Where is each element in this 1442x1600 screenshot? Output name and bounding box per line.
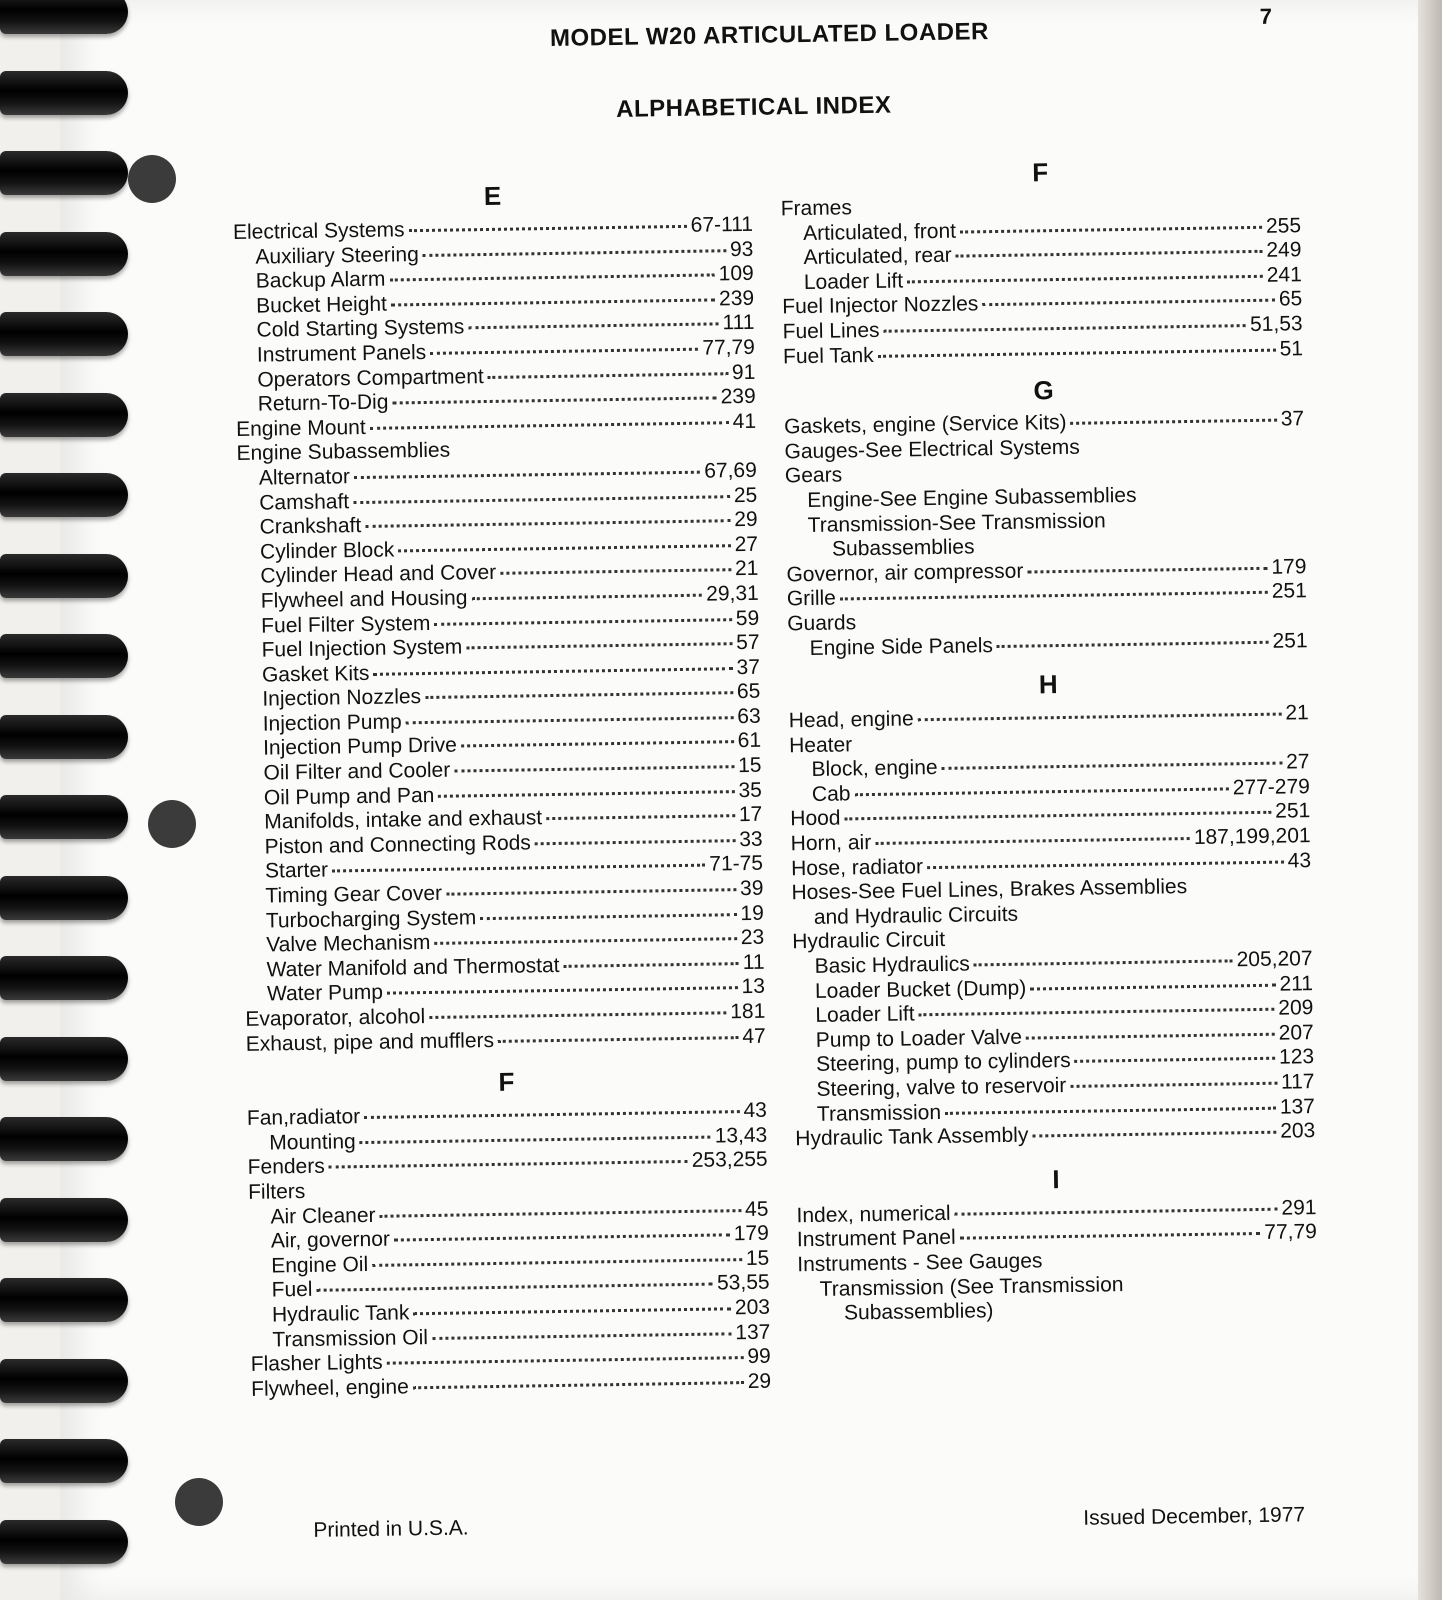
dot-leader (438, 790, 734, 798)
entry-label: Instruments - See Gauges (797, 1249, 1043, 1277)
entry-page-ref: 11 (742, 950, 765, 974)
entry-page-ref: 205,207 (1236, 947, 1313, 972)
entry-label: Loader Lift (815, 1002, 915, 1028)
dot-leader (1070, 1082, 1277, 1088)
entry-page-ref: 13,43 (714, 1123, 768, 1148)
entry-label: Air Cleaner (270, 1203, 376, 1229)
index-section (788, 665, 1315, 1152)
entry-page-ref: 47 (742, 1024, 766, 1048)
dot-leader (413, 1307, 731, 1315)
entry-page-ref: 27 (1285, 750, 1310, 774)
entry-page-ref: 45 (744, 1197, 769, 1221)
binding-coil (0, 1037, 128, 1081)
entry-page-ref: 77,79 (1264, 1220, 1318, 1245)
entry-page-ref: 117 (1280, 1070, 1315, 1094)
entry-label: Oil Pump and Pan (263, 783, 435, 810)
entry-label: Electrical Systems (232, 218, 405, 244)
entry-label: Bucket Height (255, 292, 388, 318)
entry-page-ref: 249 (1266, 238, 1302, 262)
entry-label: Index, numerical (796, 1201, 951, 1228)
entry-label: Cylinder Block (259, 538, 395, 564)
dot-leader (398, 544, 730, 552)
entry-label: Injection Pump (262, 710, 402, 736)
binding-coil (0, 312, 128, 356)
dot-leader (353, 495, 730, 504)
entry-label: Fuel (271, 1278, 313, 1302)
entry-page-ref: 181 (730, 999, 766, 1024)
dot-leader (429, 1011, 726, 1019)
dot-leader (840, 591, 1268, 601)
binding-coil (0, 634, 128, 678)
dot-leader (434, 937, 736, 945)
dot-leader (364, 1110, 739, 1119)
entry-page-ref: 25 (733, 483, 758, 507)
dot-leader (945, 1106, 1276, 1114)
entry-label: Engine Oil (271, 1252, 369, 1278)
entry-label: Gaskets, engine (Service Kits) (783, 411, 1067, 439)
entry-label: Grille (786, 586, 837, 611)
entry-page-ref: 29,31 (706, 581, 759, 606)
punch-hole-middle (148, 800, 196, 848)
entry-page-ref: 93 (729, 237, 754, 261)
entry-page-ref: 251 (1271, 579, 1307, 604)
dot-leader (387, 1356, 744, 1365)
entry-label: Cylinder Head and Cover (260, 561, 497, 588)
entry-label: Piston and Connecting Rods (264, 831, 531, 859)
entry-label: Horn, air (790, 831, 872, 856)
dot-leader (434, 618, 731, 626)
entry-label: Frames (780, 196, 853, 221)
dot-leader (387, 987, 738, 996)
dot-leader (372, 1258, 742, 1267)
punch-hole-bottom (175, 1478, 223, 1526)
binding-coil (0, 1117, 128, 1161)
entry-label: Flywheel, engine (251, 1375, 409, 1401)
dot-leader (1027, 566, 1267, 573)
entry-label: Heater (788, 733, 853, 757)
entry-page-ref: 211 (1279, 971, 1314, 996)
index-section (783, 371, 1307, 661)
binding-coil (0, 0, 128, 34)
entry-page-ref: 241 (1266, 262, 1302, 287)
dot-leader (982, 299, 1275, 307)
dot-leader (498, 1036, 738, 1043)
dot-leader (878, 348, 1276, 357)
entry-page-ref: 53,55 (716, 1271, 770, 1295)
entry-page-ref: 203 (734, 1295, 771, 1320)
entry-page-ref: 91 (731, 360, 756, 384)
dot-leader (956, 250, 1263, 258)
entry-page-ref: 15 (737, 753, 762, 778)
binding-coil (0, 956, 128, 1000)
entry-label: Camshaft (259, 489, 350, 515)
entry-label: Transmission-See Transmission (807, 508, 1106, 537)
entry-page-ref: 71-75 (709, 852, 764, 877)
entry-page-ref: 43 (1287, 848, 1312, 873)
entry-label: and Hydraulic Circuits (813, 902, 1019, 929)
entry-page-ref: 21 (734, 557, 759, 581)
entry-label: Hydraulic Tank (271, 1301, 410, 1327)
entry-page-ref: 77,79 (702, 335, 756, 360)
index-section (780, 153, 1303, 369)
entry-page-ref: 21 (1285, 701, 1309, 725)
entry-page-ref: 39 (739, 876, 764, 901)
dot-leader (466, 642, 732, 649)
dot-leader (454, 765, 734, 772)
section-letter: F (1031, 157, 1049, 188)
entry-label: Engine Subassemblies (236, 438, 451, 466)
dot-leader (392, 397, 716, 405)
entry-page-ref: 137 (735, 1320, 771, 1344)
dot-leader (875, 837, 1190, 845)
entry-label: Injection Nozzles (262, 685, 422, 711)
binding-coil (0, 1520, 128, 1564)
entry-label: Gears (784, 463, 843, 488)
binding-coil (0, 876, 128, 920)
entry-label: Engine-See Engine Subassemblies (807, 483, 1137, 512)
entry-label: Fuel Injection System (261, 635, 463, 662)
binding-coil (0, 1359, 128, 1403)
entry-page-ref: 99 (747, 1344, 771, 1369)
entry-page-ref: 179 (1271, 554, 1307, 579)
entry-label: Hydraulic Circuit (792, 928, 946, 954)
page-subtitle: ALPHABETICAL INDEX (615, 91, 892, 123)
entry-label: Gasket Kits (261, 661, 370, 687)
entry-page-ref: 29 (747, 1369, 772, 1393)
entry-label: Instrument Panels (256, 340, 427, 367)
dot-leader (918, 713, 1282, 722)
entry-label: Governor, air compressor (786, 559, 1024, 587)
entry-label: Block, engine (811, 756, 938, 782)
entry-page-ref: 17 (738, 802, 763, 827)
entry-page-ref: 63 (737, 704, 761, 728)
entry-page-ref: 37 (1280, 407, 1305, 431)
entry-label: Loader Bucket (Dump) (814, 976, 1027, 1003)
entry-page-ref: 137 (1279, 1094, 1316, 1119)
entry-label: Fuel Lines (782, 318, 880, 344)
dot-leader (1026, 1033, 1275, 1040)
dot-leader (942, 762, 1283, 770)
dot-leader (406, 716, 734, 724)
entry-page-ref: 23 (740, 925, 765, 950)
entry-label: Steering, valve to reservoir (816, 1073, 1067, 1101)
entry-label: Auxiliary Steering (255, 242, 419, 269)
dot-leader (380, 1209, 742, 1218)
dot-leader (919, 1008, 1275, 1017)
dot-leader (974, 959, 1233, 966)
entry-label: Basic Hydraulics (814, 952, 971, 978)
entry-label: Air, governor (270, 1227, 391, 1253)
dot-leader (413, 1381, 744, 1389)
entry-label: Head, engine (788, 707, 914, 733)
index-column-left (232, 177, 771, 1402)
entry-page-ref: 253,255 (691, 1148, 768, 1173)
entry-page-ref: 41 (732, 409, 757, 433)
entry-label: Starter (264, 859, 329, 883)
dot-leader (927, 860, 1284, 869)
index-page-content (230, 3, 1414, 1580)
entry-page-ref: 123 (1278, 1045, 1315, 1070)
binding-coil (0, 232, 128, 276)
section-letter: I (1052, 1163, 1060, 1195)
entry-page-ref: 277-279 (1232, 775, 1311, 800)
entry-label: Subassemblies (831, 535, 975, 561)
dot-leader (430, 348, 698, 355)
entry-page-ref: 13 (741, 975, 766, 999)
entry-label: Water Pump (266, 981, 384, 1006)
dot-leader (468, 323, 718, 330)
dot-leader (432, 1332, 731, 1340)
binding-coil (0, 473, 128, 517)
entry-page-ref: 291 (1281, 1195, 1317, 1220)
entry-label: Guards (787, 611, 857, 636)
dot-leader (389, 274, 714, 282)
dot-leader (446, 888, 736, 896)
binding-coil (0, 795, 128, 839)
dot-leader (354, 471, 700, 479)
dot-leader (564, 962, 739, 968)
dot-leader (960, 225, 1262, 233)
entry-label: Mounting (269, 1129, 356, 1155)
entry-label: Operators Compartment (257, 364, 484, 392)
page-number: 7 (1259, 3, 1273, 29)
entry-label: Return-To-Dig (257, 390, 389, 416)
dot-leader (360, 1135, 711, 1144)
dot-leader (425, 691, 733, 699)
index-section (232, 177, 766, 1057)
entry-label: Hoses-See Fuel Lines, Brakes Assemblies (791, 875, 1188, 905)
printed-note: Printed in U.S.A. (313, 1516, 469, 1542)
entry-label: Engine Mount (235, 415, 366, 441)
entry-page-ref: 187,199,201 (1193, 824, 1311, 850)
dot-leader (488, 372, 728, 379)
entry-label: Instrument Panel (796, 1226, 956, 1252)
dot-leader (373, 667, 732, 676)
entry-label: Alternator (258, 465, 351, 490)
entry-label: Fuel Injector Nozzles (782, 292, 979, 319)
entry-page-ref: 51 (1279, 336, 1304, 361)
binding-coil (0, 151, 128, 195)
entry-label: Injection Pump Drive (262, 733, 458, 761)
entry-label: Fenders (247, 1155, 325, 1180)
dot-leader (461, 741, 734, 748)
entry-page-ref: 29 (734, 507, 758, 532)
dot-leader (365, 519, 730, 528)
binding-coil (0, 1198, 128, 1242)
entry-page-ref: 179 (733, 1221, 769, 1246)
entry-page-ref: 37 (736, 655, 761, 679)
entry-label: Valve Mechanism (266, 931, 431, 957)
dot-leader (955, 1207, 1278, 1215)
entry-page-ref: 61 (737, 729, 762, 753)
binding-coil (0, 71, 128, 115)
entry-label: Backup Alarm (255, 267, 386, 293)
dot-leader (854, 787, 1228, 796)
section-letter: H (1038, 669, 1058, 700)
entry-label: Cold Starting Systems (256, 315, 465, 342)
dot-leader (480, 913, 736, 920)
dot-leader (960, 1232, 1261, 1240)
entry-label: Exhaust, pipe and mufflers (245, 1028, 495, 1056)
section-letter: F (498, 1066, 515, 1098)
entry-label: Transmission (See Transmission (819, 1272, 1124, 1301)
entry-page-ref: 57 (735, 630, 760, 655)
entry-page-ref: 209 (1278, 996, 1314, 1020)
index-section (246, 1063, 771, 1402)
entry-page-ref: 207 (1278, 1020, 1314, 1045)
entry-page-ref: 51,53 (1249, 312, 1303, 336)
entry-page-ref: 33 (739, 827, 763, 851)
entry-page-ref: 65 (736, 680, 761, 704)
dot-leader (1032, 1131, 1276, 1138)
dot-leader (1075, 1057, 1276, 1063)
entry-label: Timing Gear Cover (265, 881, 443, 908)
entry-label: Transmission Oil (272, 1325, 429, 1352)
dot-leader (471, 594, 702, 601)
entry-label: Fan,radiator (246, 1105, 361, 1131)
section-letter: G (1033, 375, 1054, 406)
binding-coil (0, 554, 128, 598)
entry-page-ref: 111 (722, 311, 755, 335)
entry-label: Turbocharging System (265, 905, 477, 933)
dot-leader (907, 275, 1263, 284)
entry-label: Filters (247, 1179, 306, 1204)
entry-label: Water Manifold and Thermostat (266, 953, 560, 982)
binding-coil (0, 1439, 128, 1483)
dot-leader (1071, 419, 1277, 425)
entry-page-ref: 67,69 (704, 458, 758, 483)
entry-label: Articulated, rear (803, 243, 952, 270)
entry-page-ref: 109 (718, 261, 754, 286)
dot-leader (409, 225, 687, 232)
entry-label: Evaporator, alcohol (245, 1005, 426, 1031)
dot-leader (535, 839, 735, 845)
dot-leader (546, 814, 735, 820)
dot-leader (844, 811, 1271, 821)
entry-page-ref: 59 (735, 606, 760, 630)
page-title: MODEL W20 ARTICULATED LOADER (549, 18, 990, 52)
dot-leader (394, 1233, 730, 1241)
binding-coil (0, 715, 128, 759)
dot-leader (884, 324, 1247, 333)
entry-page-ref: 251 (1272, 628, 1308, 653)
entry-label: Fuel Tank (782, 343, 874, 368)
dot-leader (370, 421, 729, 430)
entry-page-ref: 15 (745, 1246, 770, 1270)
entry-label: Hydraulic Tank Assembly (795, 1123, 1029, 1151)
binding-coil (0, 393, 128, 437)
entry-page-ref: 239 (718, 286, 755, 311)
entry-label: Flywheel and Housing (260, 586, 468, 613)
entry-label: Articulated, front (802, 219, 957, 245)
entry-page-ref: 239 (720, 384, 756, 409)
entry-label: Crankshaft (259, 514, 362, 539)
page-stack-edge (1418, 0, 1442, 1600)
entry-label: Manifolds, intake and exhaust (264, 806, 543, 834)
entry-page-ref: 35 (738, 778, 763, 802)
entry-label: Flasher Lights (250, 1350, 383, 1376)
dot-leader (329, 1160, 688, 1169)
punch-hole-top (128, 155, 176, 203)
entry-label: Pump to Loader Valve (815, 1025, 1023, 1052)
entry-page-ref: 27 (734, 532, 759, 556)
entry-label: Oil Filter and Cooler (263, 758, 451, 785)
entry-label: Loader Lift (803, 269, 904, 294)
dot-leader (316, 1283, 713, 1292)
section-letter: E (483, 180, 502, 212)
entry-page-ref: 65 (1278, 287, 1303, 311)
entry-label: Steering, pump to cylinders (815, 1049, 1071, 1077)
entry-label: Gauges-See Electrical Systems (784, 435, 1080, 464)
dot-leader (391, 298, 715, 306)
entry-page-ref: 251 (1275, 799, 1311, 824)
entry-page-ref: 19 (740, 901, 764, 925)
dot-leader (500, 569, 731, 576)
entry-label: Hose, radiator (790, 854, 924, 880)
entry-page-ref: 255 (1265, 213, 1302, 238)
entry-page-ref: 67-111 (690, 212, 754, 237)
entry-page-ref: 203 (1280, 1119, 1316, 1143)
binding-coil (0, 1278, 128, 1322)
entry-page-ref: 43 (743, 1098, 768, 1123)
dot-leader (423, 249, 726, 257)
dot-leader (1030, 983, 1275, 990)
issue-date: Issued December, 1977 (1083, 1503, 1306, 1530)
index-section (796, 1160, 1318, 1327)
index-column-right (780, 153, 1318, 1327)
dot-leader (332, 864, 705, 873)
entry-label: Transmission (816, 1100, 942, 1126)
entry-label: Engine Side Panels (809, 633, 994, 660)
entry-label: Hood (790, 806, 841, 831)
entry-label: Fuel Filter System (261, 611, 431, 638)
entry-label: Subassemblies) (843, 1299, 994, 1325)
dot-leader (997, 640, 1269, 647)
entry-label: Cab (811, 782, 851, 806)
